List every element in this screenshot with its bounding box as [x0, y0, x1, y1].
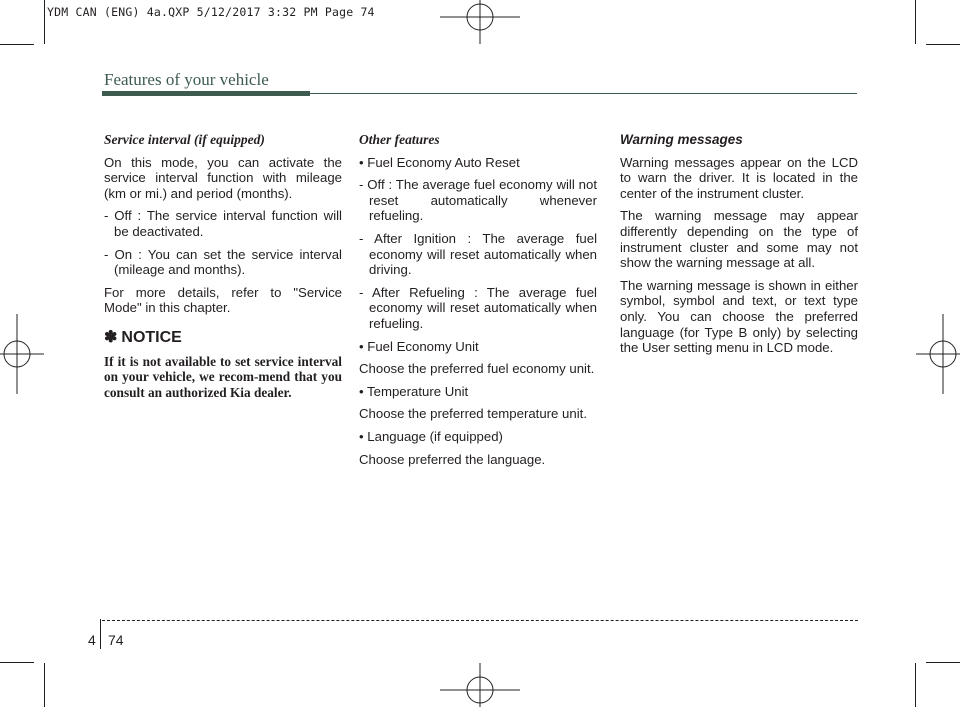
language-text: Choose preferred the language.: [359, 451, 546, 467]
crop-mark: [915, 0, 916, 44]
column-warning-messages: [620, 132, 858, 363]
crop-mark: [926, 44, 960, 45]
warning-messages-p2: The warning message may appear differently depending on the type of instrument cluster and some may not show the warning message at all.: [620, 208, 858, 271]
bullet-temperature-unit: • Temperature Unit: [359, 383, 469, 399]
footer-divider: [100, 619, 101, 649]
service-interval-off: - Off : The service interval function will be deactivated.: [104, 208, 342, 239]
notice-label: NOTICE: [121, 328, 182, 346]
notice-star-icon: ✽: [104, 328, 118, 346]
bullet-fuel-economy-unit: • Fuel Economy Unit: [359, 338, 479, 354]
service-interval-intro: On this mode, you can activate the service interval function with mileage (km or mi.) and period (months).: [104, 154, 342, 201]
auto-reset-off: - Off : The average fuel economy will not reset automatically whenever refueling.: [359, 177, 597, 224]
notice-heading: [104, 330, 342, 346]
auto-reset-after-ignition: - After Ignition : The average fuel economy will reset automatically when driving.: [359, 230, 597, 278]
auto-reset-after-refueling: - After Refueling : The average fuel economy will reset automatically when refueling.: [359, 284, 597, 331]
column-other-features: [359, 132, 597, 474]
crop-mark: [915, 663, 916, 707]
registration-target-icon: [440, 663, 520, 707]
page-number: 74: [108, 632, 124, 648]
crop-mark: [44, 0, 45, 44]
temperature-unit-text: Choose the preferred temperature unit.: [359, 406, 587, 422]
fuel-economy-unit-text: Choose the preferred fuel economy unit.: [359, 361, 595, 377]
crop-mark: [0, 662, 34, 663]
warning-messages-p3: The warning message is shown in either symbol, symbol and text, or text type only. You can choose the preferred language (for Type B only) by selecting the User setting menu in LCD mode.: [620, 277, 858, 356]
other-features-heading: Other features: [359, 132, 440, 147]
footer-rule: [102, 620, 858, 621]
crop-mark: [0, 44, 34, 45]
service-interval-heading: Service interval (if equipped): [104, 132, 265, 147]
bullet-language: • Language (if equipped): [359, 428, 503, 444]
title-rule: [310, 93, 857, 94]
crop-mark: [44, 663, 45, 707]
notice-text: If it is not available to set service interval on your vehicle, we recom-mend that you consult an authorized Kia dealer.: [104, 353, 342, 401]
title-underline-bar: [102, 91, 310, 96]
warning-messages-p1: Warning messages appear on the LCD to warn the driver. It is located in the center of the instrument cluster.: [620, 154, 858, 201]
registration-target-icon: [916, 314, 960, 394]
registration-target-icon: [0, 314, 44, 394]
chapter-number: 4: [88, 632, 96, 648]
service-interval-on: - On : You can set the service interval (mileage and months).: [104, 246, 342, 278]
registration-target-icon: [440, 0, 520, 44]
section-title: Features of your vehicle: [104, 70, 269, 89]
print-stamp: YDM CAN (ENG) 4a.QXP 5/12/2017 3:32 PM Page 74: [47, 5, 375, 19]
column-service-interval: [104, 132, 342, 408]
crop-mark: [926, 662, 960, 663]
bullet-fuel-economy-auto-reset: • Fuel Economy Auto Reset: [359, 154, 520, 170]
service-interval-outro: For more details, refer to "Service Mode" in this chapter.: [104, 284, 342, 316]
warning-messages-heading: Warning messages: [620, 132, 743, 147]
